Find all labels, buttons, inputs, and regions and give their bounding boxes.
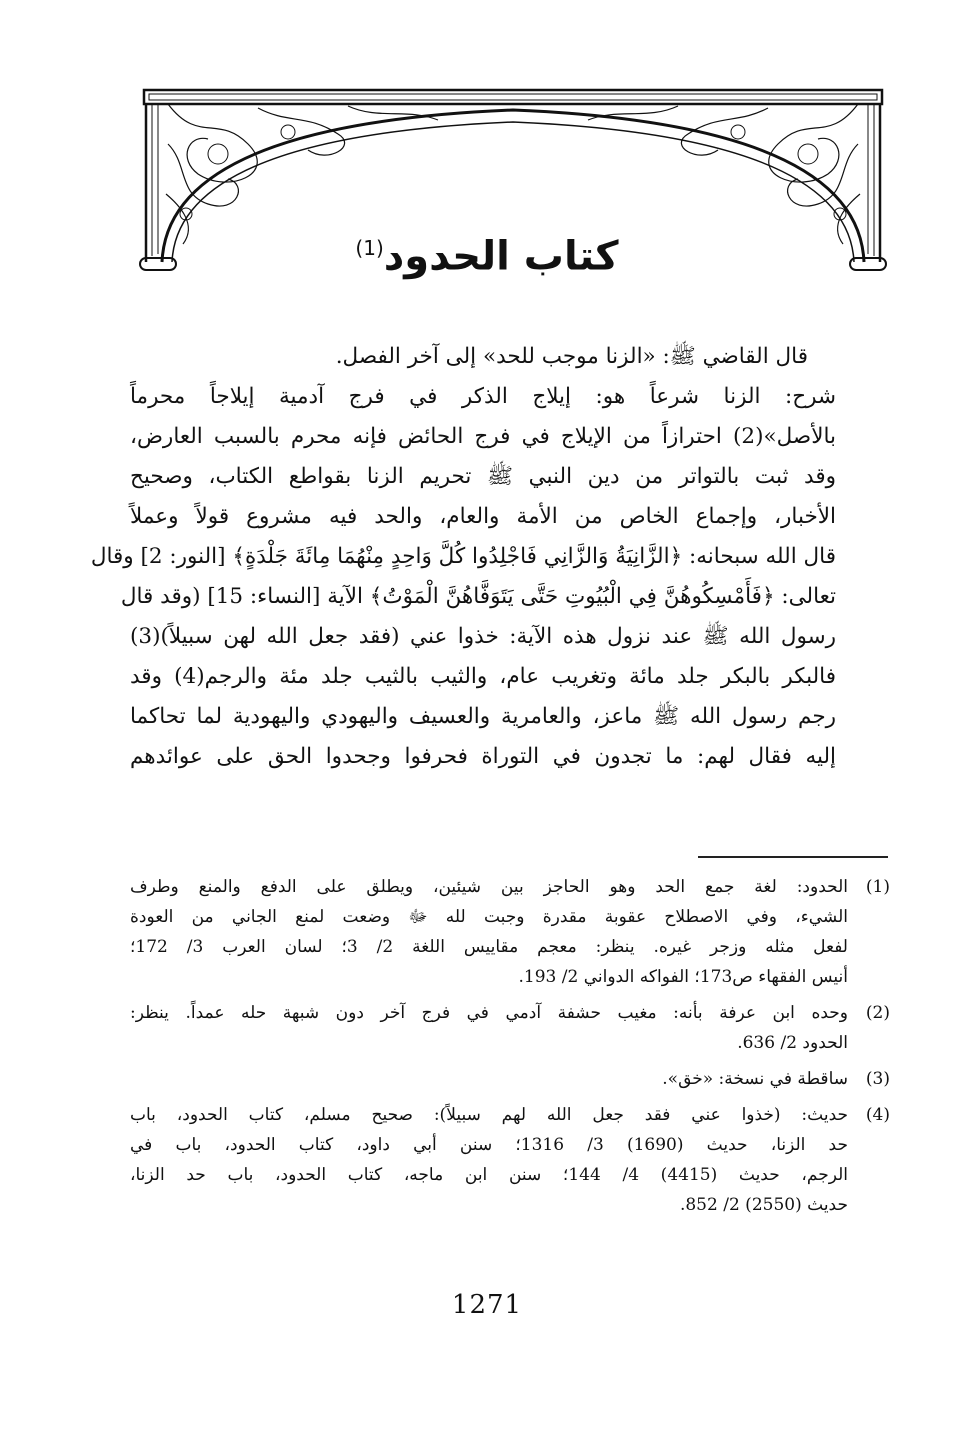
text-line: بالأصل»(2) احترازاً من الإيلاج في فرج الحائض فإنه محرم بالسبب العارض، [130,424,836,449]
text-line: الأخبار، وإجماع الخاص من الأمة والعام، والحد فيه مشروع قولاً وعملاً [130,504,836,529]
footnote-number: (4) [865,1105,890,1125]
footnote-divider [698,856,888,858]
footnote-line: حديث: (خذوا عني فقد جعل الله لهم سبيلاً): صحيح مسلم، كتاب الحدود، باب [130,1105,848,1125]
footnote-number: (2) [865,1003,890,1023]
main-text [90,337,836,777]
footnote-number: (3) [865,1069,890,1089]
text-line: تعالى: ﴿فَأَمْسِكُوهُنَّ فِي الْبُيُوتِ حَتَّى يَتَوَفَّاهُنَّ الْمَوْتُ﴾ الآية [النساء: 15] (وقد قال [120,584,836,609]
footnote [130,872,890,992]
text-line: شرح: الزنا شرعاً هو: إيلاج الذكر في فرج آدمية إيلاجاً محرماً [130,384,836,409]
footnote [130,1064,890,1094]
footnote-line: الحدود: لغة جمع الحد وهو الحاجز بين شيئين، ويطلق على الدفع والمنع وطرف [130,877,848,897]
footnote-line: الحدود 2/ 636. [737,1033,848,1053]
chapter-title-text: كتاب الحدود [383,233,619,280]
text-line: فالبكر بالبكر جلد مائة وتغريب عام، والثيب بالثيب جلد مئة والرجم(4) وقد [130,664,836,689]
text-line: رسول الله ﷺ عند نزول هذه الآية: خذوا عني (فقد جعل الله لهن سبيلاً)(3) [130,624,836,649]
chapter-title-footnote-ref: (1) [355,236,384,260]
text-line: قال الله سبحانه: ﴿الزَّانِيَةُ وَالزَّانِي فَاجْلِدُوا كُلَّ وَاحِدٍ مِنْهُمَا مِائَةَ جَلْدَةٍ﴾ [النور: 2] وقال [90,544,836,569]
footnotes [130,872,890,1226]
footnote-line: حد الزنا، حديث (1690) 3/ 1316؛ سنن أبي داود، كتاب الحدود، باب في [130,1135,848,1155]
text-line: وقد ثبت بالتواتر من دين النبي ﷺ تحريم الزنا بقواطع الكتاب، وصحيح [130,464,836,489]
footnote-line: ساقطة في نسخة: «خق». [662,1069,848,1089]
footnote-line: الشيء، وفي الاصطلاح عقوبة مقدرة وجبت لله ﷻ وضعت لمنع الجاني من العودة [130,907,848,927]
text-line: إليه فقال لهم: ما تجدون في التوراة فحرفوا وجحدوا الحق على عوائدهم [130,744,836,769]
text-line: قال القاضي ﷺ: «الزنا موجب للحد» إلى آخر الفصل. [335,344,808,369]
footnote-line: وحده ابن عرفة بأنه: مغيب حشفة آدمي في فرج آخر دون شبهة حله عمداً. ينظر: [130,1003,848,1023]
footnote-line: حديث (2550) 2/ 852. [679,1195,848,1215]
footnote-line: الرجم، حديث (4415) 4/ 144؛ سنن ابن ماجه، كتاب الحدود، باب حد الزنا، [130,1165,848,1185]
chapter-title [240,218,734,286]
text-line: رجم رسول الله ﷺ ماعز، والعامرية والعسيف واليهودي واليهودية لما تحاكما [130,704,836,729]
footnote [130,1100,890,1220]
footnote-line: لفعل مثله وزجر غيره. ينظر: معجم مقاييس اللغة 2/ 3؛ لسان العرب 3/ 172؛ [130,937,848,957]
page-number: 1271 [451,1290,523,1320]
footnote-line: أنيس الفقهاء ص173؛ الفواكه الدواني 2/ 193. [518,967,848,987]
footnote-number: (1) [865,877,890,897]
footnote [130,998,890,1058]
